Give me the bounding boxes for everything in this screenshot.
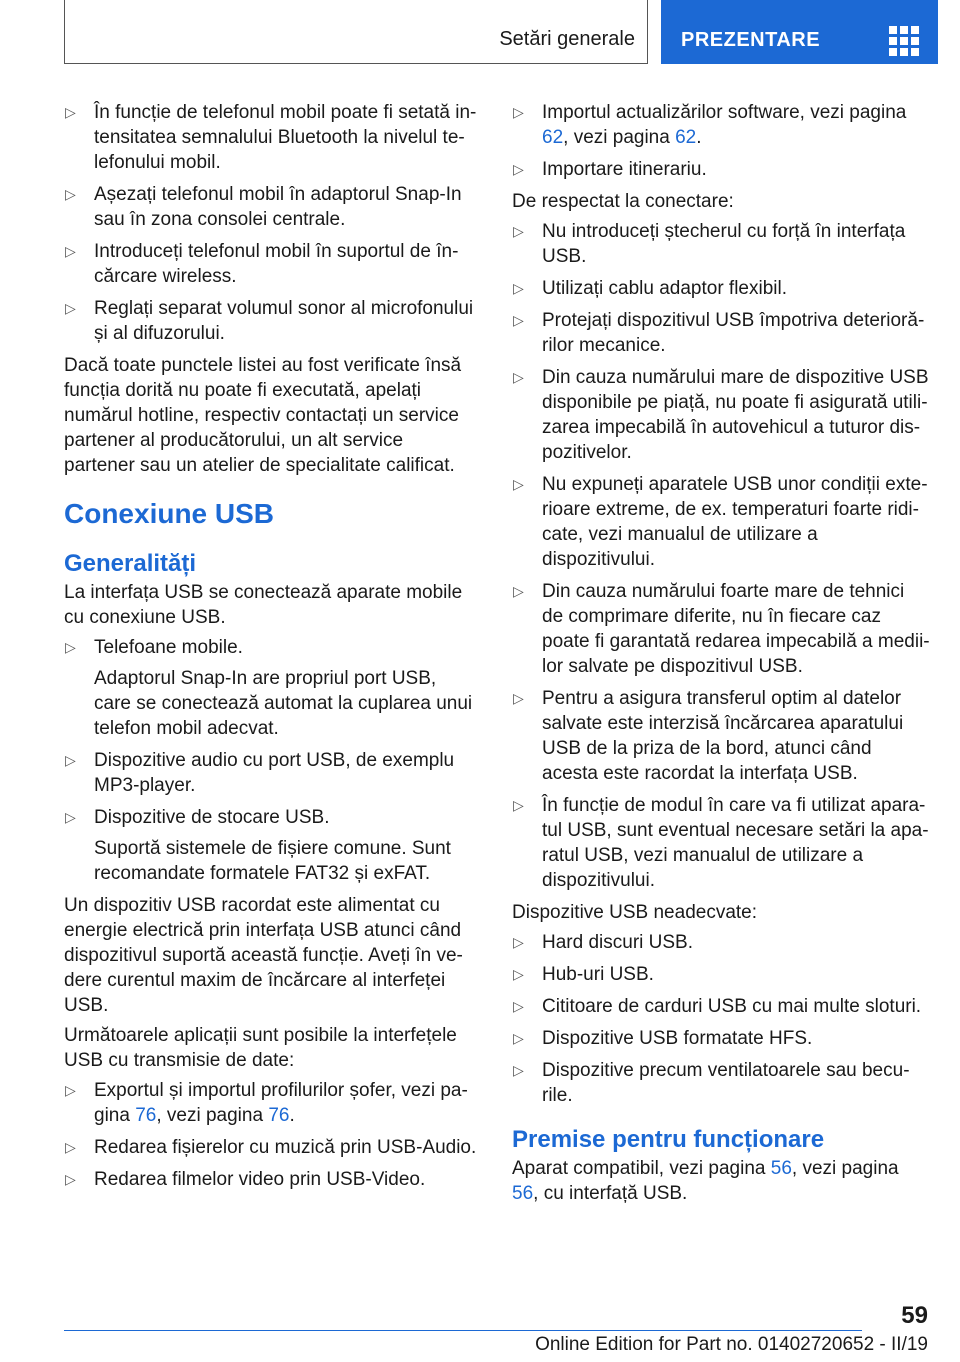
list-item: ▷ Dispozitive de stocare USB. Suportă sistemele de fișiere comune. Sunt recomandate formatele FAT32 și exFAT. <box>65 807 451 884</box>
bullet-triangle-icon: ▷ <box>65 186 76 202</box>
bullet-triangle-icon: ▷ <box>513 934 524 950</box>
paragraph-applications: Următoarele aplicații sunt posibile la interfețele USB cu transmisie de date: <box>64 1025 457 1071</box>
paragraph-unsuitable: Dispozitive USB neadecvate: <box>512 902 758 923</box>
list-item: ▷ Cititoare de carduri USB cu mai multe sloturi. <box>513 996 922 1017</box>
left-column <box>64 100 478 1199</box>
list-item: ▷ Importul actualizărilor software, vezi pagina 62, vezi pagina 62. <box>513 102 907 148</box>
bullet-triangle-icon: ▷ <box>513 1030 524 1046</box>
page-link[interactable]: 76 <box>268 1105 290 1126</box>
page-link[interactable]: 62 <box>542 127 564 148</box>
list-item: ▷ În funcție de telefonul mobil poate fi setată intensitatea semnalului Bluetooth la nivelul telefonului mobil. <box>65 102 477 173</box>
footer-edition: Online Edition for Part no. 01402720652 - II/19 <box>535 1334 928 1355</box>
paragraph-hotline: Dacă toate punctele listei au fost verificate însă funcția dorită nu poate fi executată, apelați numărul hotline, respectiv contactați un service partener al producătorului, un alt service partener sau un atelier de specialitate calificat. <box>64 355 462 476</box>
header-chapter-tab[interactable] <box>661 0 938 64</box>
page-link[interactable]: 76 <box>135 1105 157 1126</box>
subsection-title-generalitati: Generalități <box>64 550 197 577</box>
list-item: ▷ Din cauza numărului foarte mare de tehnici de comprimare diferite, nu în fiecare caz poate fi garantată redarea impecabilă a mediilor salvate pe dispozitivul USB. <box>513 581 930 677</box>
list-item: ▷ Hub-uri USB. <box>513 964 654 985</box>
page-link[interactable]: 56 <box>512 1183 534 1204</box>
bullet-triangle-icon: ▷ <box>513 797 524 813</box>
list-item: ▷ Din cauza numărului mare de dispozitive USB disponibile pe piață, nu poate fi asigurată utilizarea impecabilă în autovehicul a tuturor dispozitivelor. <box>513 367 929 463</box>
header-section-title: Setări generale <box>499 28 635 50</box>
bullet-triangle-icon: ▷ <box>65 1082 76 1098</box>
paragraph-power: Un dispozitiv USB racordat este alimentat cu energie electrică prin interfața USB atunci când dispozitivul suportă această funcție. Aveți în vedere curentul maxim de încărcare al interfeței USB. <box>64 895 463 1016</box>
list-item: ▷ Telefoane mobile. Adaptorul Snap-In are propriul port USB, care se conectează automat la cuplarea unui telefon mobil adecvat. <box>65 637 473 739</box>
list-item: ▷ Așezați telefonul mobil în adaptorul Snap-In sau în zona consolei centrale. <box>65 184 462 230</box>
bullet-triangle-icon: ▷ <box>513 583 524 599</box>
bullet-triangle-icon: ▷ <box>513 312 524 328</box>
grid-icon <box>889 26 919 56</box>
bullet-triangle-icon: ▷ <box>65 1139 76 1155</box>
section-title: Conexiune USB <box>64 498 275 529</box>
list-item: ▷ Protejați dispozitivul USB împotriva deteriorărilor mecanice. <box>513 310 925 356</box>
list-item: ▷ Pentru a asigura transferul optim al datelor salvate este interzisă încărcarea aparatului USB de la priza de la bord, atunci când acesta este racordat la interfața USB. <box>513 688 904 784</box>
subsection-title-premise: Premise pentru funcționare <box>512 1126 825 1153</box>
bullet-triangle-icon: ▷ <box>65 639 76 655</box>
bullet-triangle-icon: ▷ <box>513 161 524 177</box>
footer-divider <box>64 1330 862 1331</box>
bullet-triangle-icon: ▷ <box>65 104 76 120</box>
paragraph-prerequisites: Aparat compatibil, vezi pagina 56, vezi pagina 56, cu interfață USB. <box>512 1158 899 1204</box>
bullet-triangle-icon: ▷ <box>513 476 524 492</box>
page-link[interactable]: 56 <box>770 1158 792 1179</box>
bullet-triangle-icon: ▷ <box>513 998 524 1014</box>
bullet-triangle-icon: ▷ <box>513 966 524 982</box>
list-item: ▷ Dispozitive USB formatate HFS. <box>513 1028 813 1049</box>
bullet-triangle-icon: ▷ <box>65 243 76 259</box>
list-item: ▷ Introduceți telefonul mobil în suportul de încărcare wireless. <box>65 241 459 287</box>
paragraph-connection-notes: De respectat la conectare: <box>512 191 734 212</box>
page-number: 59 <box>901 1302 928 1329</box>
bullet-triangle-icon: ▷ <box>513 690 524 706</box>
bullet-triangle-icon: ▷ <box>513 1062 524 1078</box>
bullet-triangle-icon: ▷ <box>513 280 524 296</box>
bullet-triangle-icon: ▷ <box>513 104 524 120</box>
list-item: ▷ Exportul și importul profilurilor șofer, vezi pagina 76, vezi pagina 76. <box>65 1080 468 1126</box>
list-item: ▷ În funcție de modul în care va fi utilizat aparatul USB, sunt eventual necesare setări la aparatul USB, vezi manualul de utilizare a dispozitivului. <box>513 795 929 891</box>
list-item: ▷ Utilizați cablu adaptor flexibil. <box>513 278 788 299</box>
list-item: ▷ Dispozitive precum ventilatoarele sau becurile. <box>513 1060 910 1106</box>
list-item: ▷ Redarea filmelor video prin USB-Video. <box>65 1169 426 1190</box>
bullet-triangle-icon: ▷ <box>65 300 76 316</box>
bullet-triangle-icon: ▷ <box>513 369 524 385</box>
page-link[interactable]: 62 <box>675 127 697 148</box>
right-column <box>512 100 930 1211</box>
bullet-triangle-icon: ▷ <box>65 752 76 768</box>
list-item: ▷ Reglați separat volumul sonor al microfonului și al difuzorului. <box>65 298 474 344</box>
list-item: ▷ Redarea fișierelor cu muzică prin USB-Audio. <box>65 1137 477 1158</box>
list-item: ▷ Nu expuneți aparatele USB unor condiții exterioare extreme, de ex. temperaturi foarte ridicate, vezi manualul de utilizare a dispozitivului. <box>513 474 928 570</box>
list-item: ▷ Hard discuri USB. <box>513 932 693 953</box>
header-chapter-label: PREZENTARE <box>681 29 821 51</box>
bullet-triangle-icon: ▷ <box>513 223 524 239</box>
bullet-triangle-icon: ▷ <box>65 809 76 825</box>
list-item: ▷ Nu introduceți ștecherul cu forță în interfața USB. <box>513 221 906 267</box>
list-item: ▷ Dispozitive audio cu port USB, de exemplu MP3-player. <box>65 750 455 796</box>
paragraph-intro: La interfața USB se conectează aparate mobile cu conexiune USB. <box>64 582 463 628</box>
bullet-triangle-icon: ▷ <box>65 1171 76 1187</box>
list-item: ▷ Importare itinerariu. <box>513 159 707 180</box>
header-section-frame <box>64 0 648 64</box>
